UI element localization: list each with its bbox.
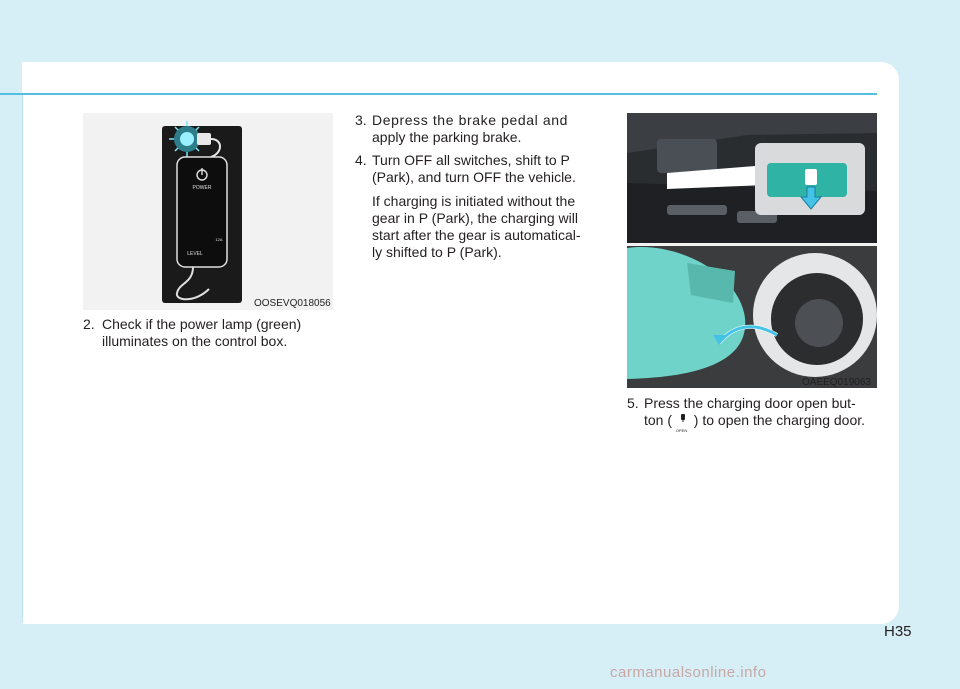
step-2-line-1: Check if the power lamp (green) [102, 316, 302, 332]
control-box-figure [83, 113, 333, 310]
step-4-line-1: Turn OFF all switches, shift to P [372, 152, 570, 168]
watermark: carmanualsonline.info [610, 664, 767, 681]
charge-door-icon-label: OPEN [675, 428, 688, 433]
step-5-line-1: Press the charging door open but- [644, 395, 856, 411]
header-rule [0, 93, 877, 95]
control-box-caption: OOSEVQ018056 [254, 298, 331, 309]
step-4-note-2: gear in P (Park), the charging will [372, 210, 578, 226]
step-3-line-2: apply the parking brake. [372, 129, 522, 145]
page-number: H35 [884, 623, 912, 640]
step-2-number: 2. [83, 316, 95, 332]
charging-door-illustration [627, 113, 877, 388]
step-5-line-2a: ton ( [644, 412, 673, 428]
step-5-number: 5. [627, 395, 639, 411]
step-3-line-1: Depress the brake pedal and [372, 112, 568, 128]
step-5 [627, 395, 877, 433]
power-label: POWER [192, 185, 212, 191]
step-4-number: 4. [355, 152, 367, 168]
charge-door-icon [675, 413, 690, 433]
step-2 [83, 316, 335, 350]
charging-door-figure [627, 113, 877, 388]
step-3 [355, 112, 603, 146]
charging-door-caption: OAEEQ019063 [802, 377, 871, 388]
step-4-line-2: (Park), and turn OFF the vehicle. [372, 169, 576, 185]
amp-label: 12A [215, 237, 223, 242]
step-4-note-4: ly shifted to P (Park). [372, 244, 502, 260]
control-box-illustration [83, 113, 333, 310]
step-4-note-1: If charging is initiated without the [372, 193, 576, 209]
step-4 [355, 152, 603, 261]
margin-rule [22, 95, 23, 623]
level-label: LEVEL [187, 251, 203, 257]
step-3-number: 3. [355, 112, 367, 128]
step-2-line-2: illuminates on the control box. [102, 333, 288, 349]
step-5-line-2 [627, 412, 877, 433]
step-4-note-3: start after the gear is automatical- [372, 227, 581, 243]
step-5-line-2b: ) to open the charging door. [693, 412, 866, 428]
